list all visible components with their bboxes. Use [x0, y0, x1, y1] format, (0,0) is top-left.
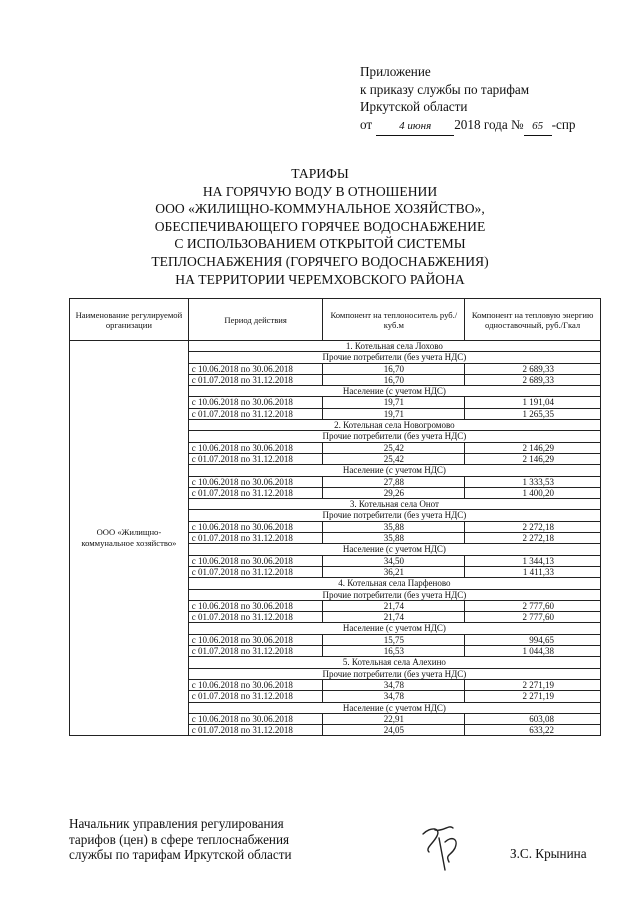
carrier-cell: 16,70 — [323, 363, 465, 374]
carrier-cell: 34,78 — [323, 691, 465, 702]
energy-cell: 1 044,38 — [465, 646, 601, 657]
group-label: Прочие потребители (без учета НДС) — [188, 589, 600, 600]
energy-cell: 1 344,13 — [465, 555, 601, 566]
carrier-cell: 15,75 — [323, 634, 465, 645]
carrier-cell: 36,21 — [323, 566, 465, 577]
title-line: С ИСПОЛЬЗОВАНИЕМ ОТКРЫТОЙ СИСТЕМЫ — [174, 236, 466, 252]
period-cell: с 10.06.2018 по 30.06.2018 — [188, 555, 323, 566]
table-body — [70, 341, 601, 736]
group-label: Население (с учетом НДС) — [188, 623, 600, 634]
title-line: ТАРИФЫ — [291, 166, 349, 181]
appendix-block — [360, 63, 576, 136]
carrier-cell: 21,74 — [323, 600, 465, 611]
title-line: ООО «ЖИЛИЩНО-КОММУНАЛЬНОЕ ХОЗЯЙСТВО», — [155, 201, 485, 217]
carrier-cell: 35,88 — [323, 521, 465, 532]
carrier-cell: 25,42 — [323, 453, 465, 464]
period-cell: с 10.06.2018 по 30.06.2018 — [188, 679, 323, 690]
number-suffix: -спр — [551, 116, 576, 132]
carrier-cell: 16,53 — [323, 646, 465, 657]
energy-cell: 2 146,29 — [465, 442, 601, 453]
period-cell: с 01.07.2018 по 31.12.2018 — [188, 566, 323, 577]
group-label: Население (с учетом НДС) — [188, 702, 600, 713]
group-label: Прочие потребители (без учета НДС) — [188, 668, 600, 679]
section-title: 4. Котельная села Парфеново — [188, 578, 600, 589]
energy-cell: 2 689,33 — [465, 374, 601, 385]
carrier-cell: 19,71 — [323, 408, 465, 419]
date-prefix: от — [360, 116, 373, 132]
period-cell: с 10.06.2018 по 30.06.2018 — [188, 713, 323, 724]
footer-line-3: службы по тарифам Иркутской области — [69, 847, 292, 862]
group-label: Население (с учетом НДС) — [188, 465, 600, 476]
carrier-cell: 29,26 — [323, 487, 465, 498]
energy-cell: 2 272,18 — [465, 533, 601, 544]
energy-cell: 1 191,04 — [465, 397, 601, 408]
tariff-table — [69, 298, 601, 736]
energy-cell: 2 689,33 — [465, 363, 601, 374]
period-cell: с 10.06.2018 по 30.06.2018 — [188, 521, 323, 532]
table-header-row — [70, 299, 601, 341]
handwritten-date: 4 июня — [376, 118, 454, 137]
header-carrier: Компонент на теплоноситель руб./куб.м — [323, 299, 465, 341]
section-title: 2. Котельная села Новогромово — [188, 420, 600, 431]
period-cell: с 01.07.2018 по 31.12.2018 — [188, 487, 323, 498]
energy-cell: 2 272,18 — [465, 521, 601, 532]
title-line: ТЕПЛОСНАБЖЕНИЯ (ГОРЯЧЕГО ВОДОСНАБЖЕНИЯ) — [151, 253, 489, 269]
period-cell: с 01.07.2018 по 31.12.2018 — [188, 533, 323, 544]
energy-cell: 1 411,33 — [465, 566, 601, 577]
period-cell: с 10.06.2018 по 30.06.2018 — [188, 600, 323, 611]
appendix-date-line — [360, 116, 576, 137]
footer-block — [69, 816, 292, 863]
footer-line-2: тарифов (цен) в сфере теплоснабжения — [69, 831, 290, 847]
period-cell: с 01.07.2018 по 31.12.2018 — [188, 612, 323, 623]
group-label: Население (с учетом НДС) — [188, 544, 600, 555]
period-cell: с 10.06.2018 по 30.06.2018 — [188, 634, 323, 645]
energy-cell: 2 777,60 — [465, 612, 601, 623]
title-line: НА ГОРЯЧУЮ ВОДУ В ОТНОШЕНИИ — [202, 183, 438, 199]
signer-name: З.С. Крынина — [510, 846, 587, 861]
period-cell: с 01.07.2018 по 31.12.2018 — [188, 646, 323, 657]
title-line: ОБЕСПЕЧИВАЮЩЕГО ГОРЯЧЕЕ ВОДОСНАБЖЕНИЕ — [154, 218, 486, 234]
group-label: Прочие потребители (без учета НДС) — [188, 352, 600, 363]
header-energy: Компонент на тепловую энергию одноставочный, руб./Гкал — [465, 299, 601, 341]
carrier-cell: 25,42 — [323, 442, 465, 453]
header-org: Наименование регулируемой организации — [70, 299, 189, 341]
organization-cell: ООО «Жилищно-коммунальное хозяйство» — [70, 341, 189, 736]
header-period: Период действия — [188, 299, 323, 341]
carrier-cell: 19,71 — [323, 397, 465, 408]
group-label: Прочие потребители (без учета НДС) — [188, 431, 600, 442]
group-label: Прочие потребители (без учета НДС) — [188, 510, 600, 521]
energy-cell: 2 146,29 — [465, 453, 601, 464]
section-title: 5. Котельная села Алехино — [188, 657, 600, 668]
energy-cell: 994,65 — [465, 634, 601, 645]
carrier-cell: 22,91 — [323, 713, 465, 724]
carrier-cell: 35,88 — [323, 533, 465, 544]
energy-cell: 1 265,35 — [465, 408, 601, 419]
energy-cell: 1 333,53 — [465, 476, 601, 487]
appendix-line-1: Приложение — [360, 64, 431, 79]
section-row — [70, 341, 601, 352]
carrier-cell: 16,70 — [323, 374, 465, 385]
energy-cell: 1 400,20 — [465, 487, 601, 498]
footer-line-1: Начальник управления регулирования — [69, 816, 284, 831]
period-cell: с 10.06.2018 по 30.06.2018 — [188, 363, 323, 374]
title-line: НА ТЕРРИТОРИИ ЧЕРЕМХОВСКОГО РАЙОНА — [175, 271, 465, 287]
period-cell: с 10.06.2018 по 30.06.2018 — [188, 476, 323, 487]
section-title: 1. Котельная села Лохово — [188, 341, 600, 352]
carrier-cell: 21,74 — [323, 612, 465, 623]
section-title: 3. Котельная села Онот — [188, 499, 600, 510]
signature-image — [415, 818, 475, 878]
period-cell: с 01.07.2018 по 31.12.2018 — [188, 725, 323, 736]
document-title — [0, 165, 640, 288]
carrier-cell: 24,05 — [323, 725, 465, 736]
carrier-cell: 34,50 — [323, 555, 465, 566]
appendix-line-3: Иркутской области — [360, 99, 468, 114]
handwritten-number: 65 — [524, 118, 552, 137]
carrier-cell: 27,88 — [323, 476, 465, 487]
energy-cell: 2 271,19 — [465, 679, 601, 690]
period-cell: с 10.06.2018 по 30.06.2018 — [188, 442, 323, 453]
period-cell: с 01.07.2018 по 31.12.2018 — [188, 408, 323, 419]
energy-cell: 2 271,19 — [465, 691, 601, 702]
group-label: Население (с учетом НДС) — [188, 386, 600, 397]
year-text: 2018 года № — [454, 116, 524, 132]
energy-cell: 603,08 — [465, 713, 601, 724]
period-cell: с 01.07.2018 по 31.12.2018 — [188, 691, 323, 702]
period-cell: с 01.07.2018 по 31.12.2018 — [188, 453, 323, 464]
appendix-line-2: к приказу службы по тарифам — [360, 81, 530, 97]
energy-cell: 633,22 — [465, 725, 601, 736]
carrier-cell: 34,78 — [323, 679, 465, 690]
period-cell: с 01.07.2018 по 31.12.2018 — [188, 374, 323, 385]
energy-cell: 2 777,60 — [465, 600, 601, 611]
period-cell: с 10.06.2018 по 30.06.2018 — [188, 397, 323, 408]
